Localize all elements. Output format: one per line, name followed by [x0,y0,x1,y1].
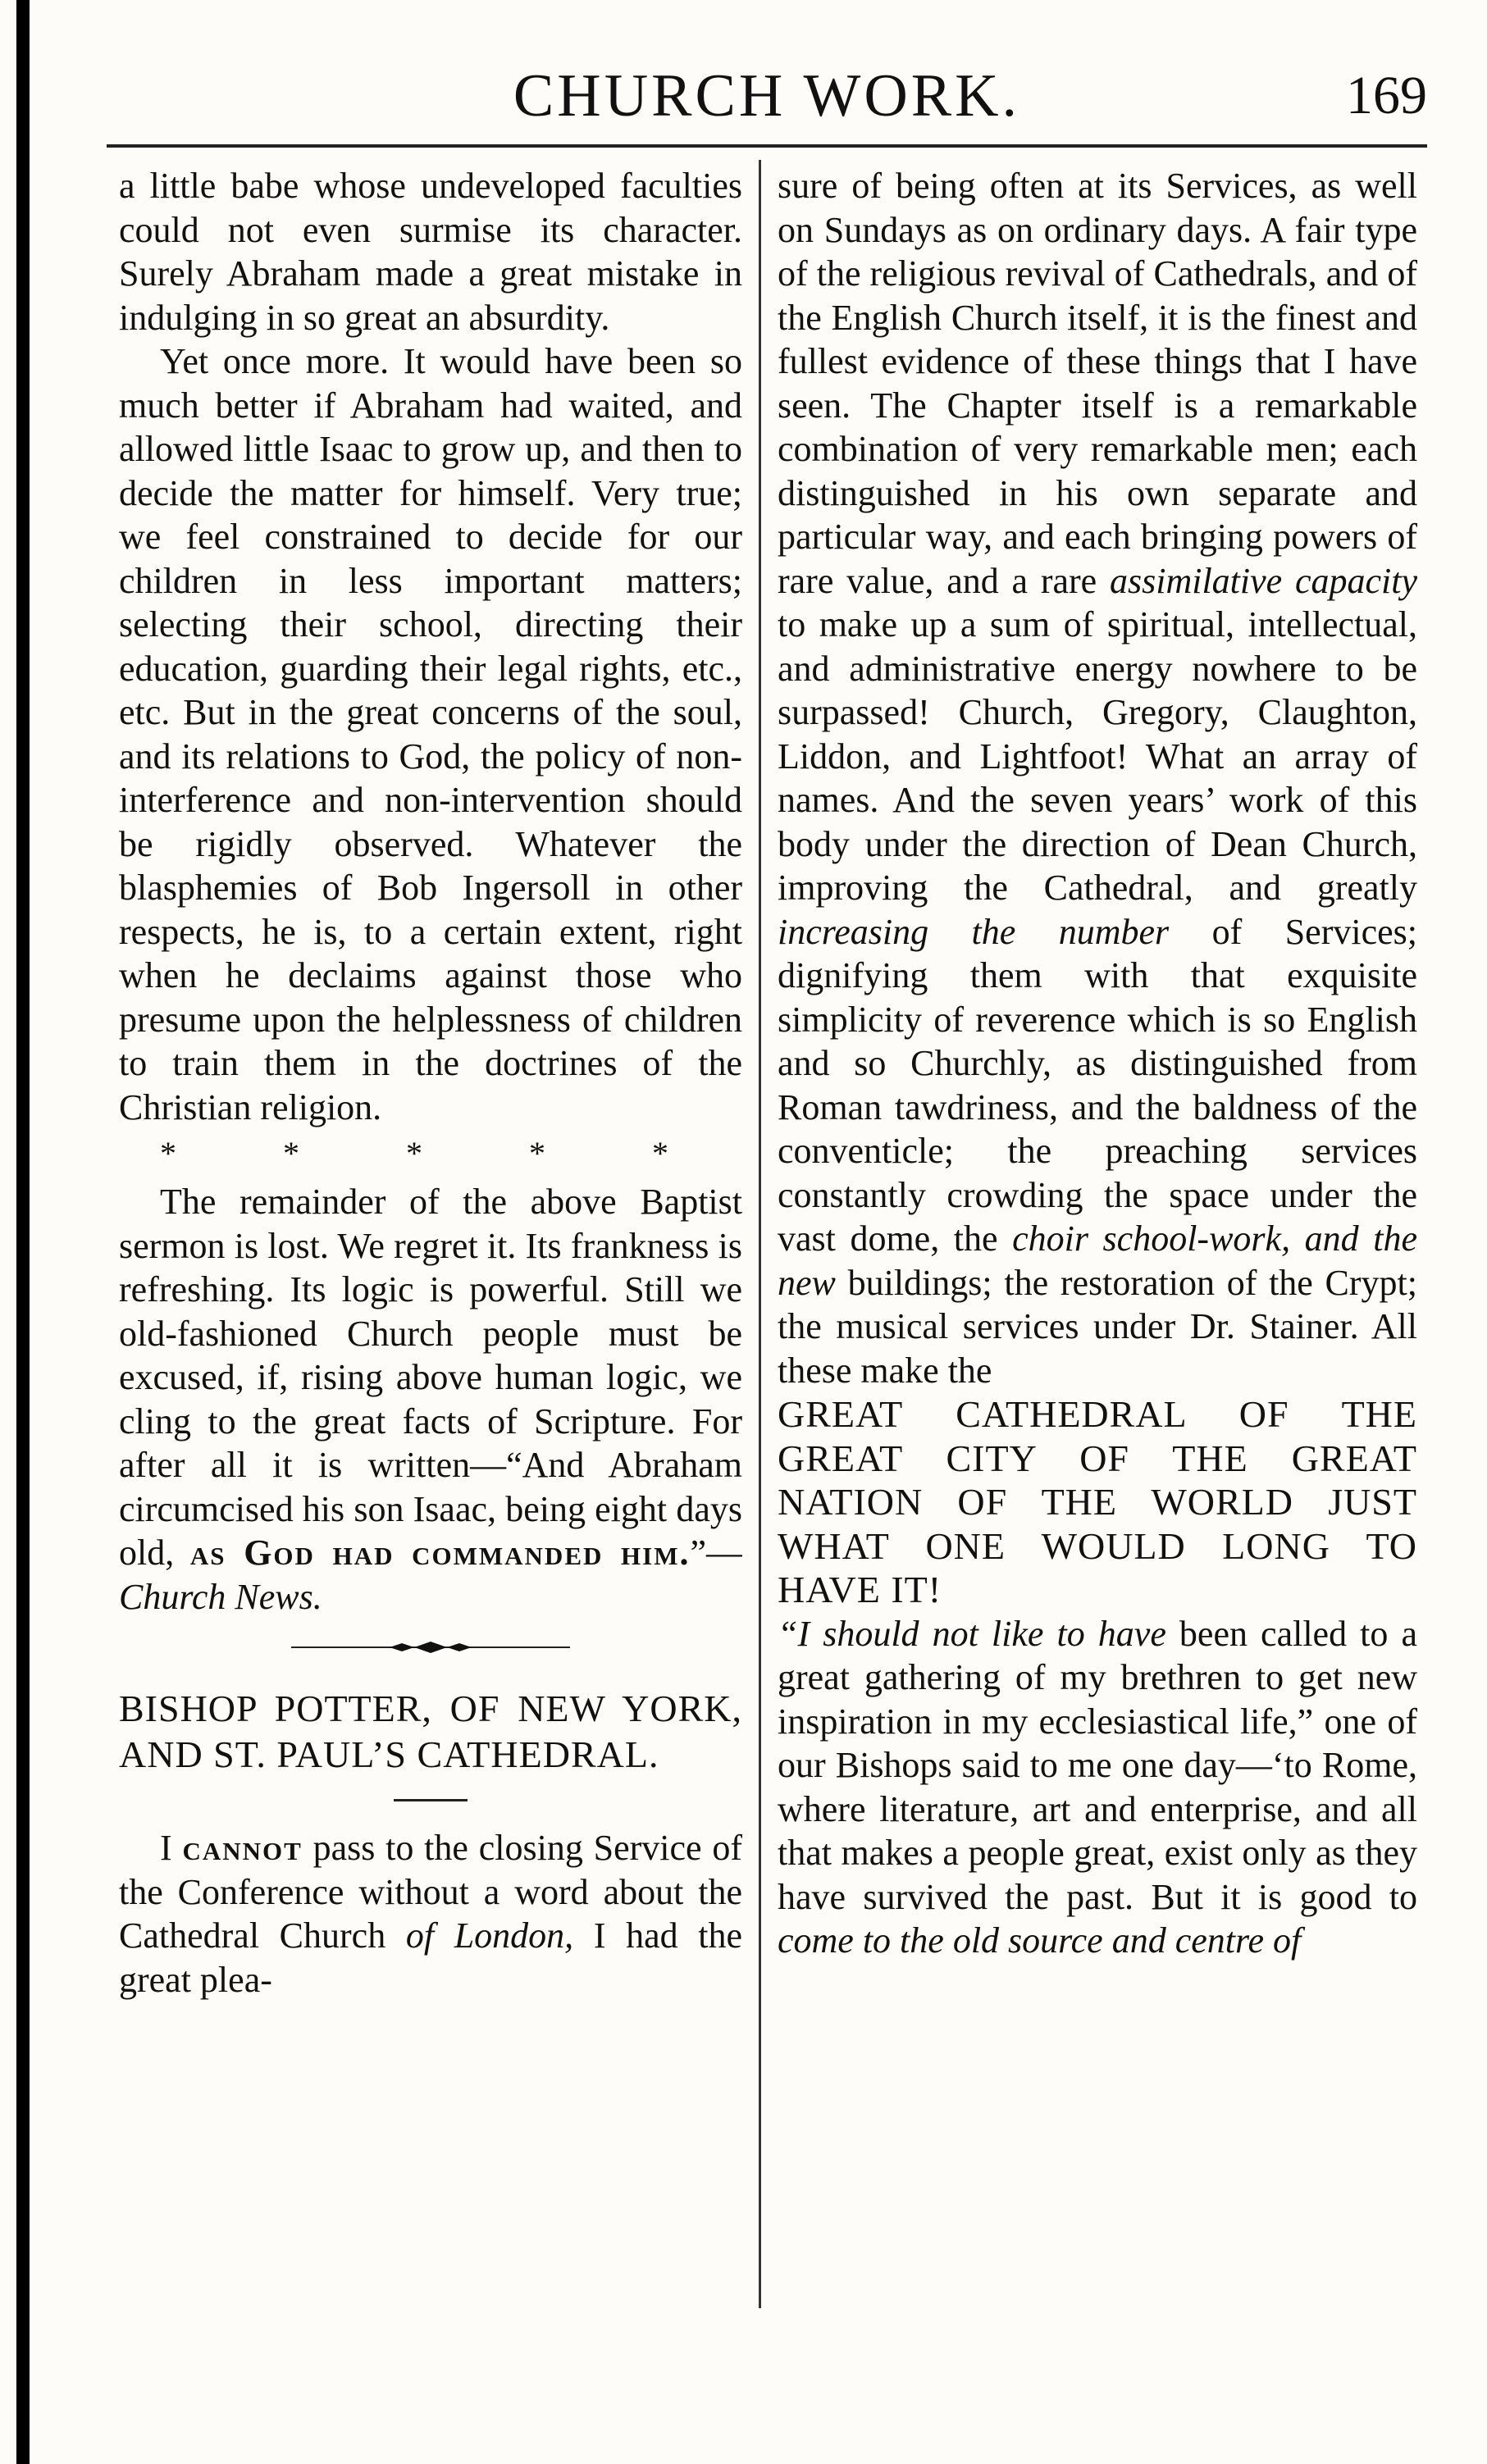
italic-text: assimilative capacity [1109,560,1417,601]
section-break-stars: * * * * * [160,1135,718,1172]
running-title: CHURCH WORK. [513,62,1021,130]
drop-initial: I [160,1828,172,1868]
ornament-divider-icon [291,1642,570,1653]
italic-text: of London, [405,1915,574,1956]
left-column [119,164,742,2304]
paragraph [119,1180,742,1619]
article-heading: BISHOP POTTER, OF NEW YORK, AND ST. PAUL’S CATHEDRAL. [119,1687,742,1775]
paragraph: Yet once more. It would have been so much better if Abraham had waited, and allowed little Isaac to grow up, and then to decide the matter for himself. Very true; we feel constrained to decide for our children in less important matters; selecting their school, directing their education, guarding their legal rights, etc., etc. But in the great concerns of the soul, and its relations to God, the policy of non-interference and non-intervention should be rigidly observed. Whatever the blasphemies of Bob Ingersoll in other respects, he is, to a certain extent, right when he declaims against those who presume upon the helplessness of children to train them in the doctrines of the Christian religion. [119,341,742,1127]
column-divider [759,160,761,2308]
italic-text: increasing the number [778,911,1170,952]
paragraph-text: sure of being often at its Services, as well on Sundays as on ordinary days. A fair type of the religious revival of Cathedrals, and of the English Church itself, it is the finest and fullest evidence of these things that I have seen. The Chapter itself is a remarkable combination of very remarkable men; each distinguished in his own separate and particular way, and each bringing powers of rare value, and a rare [778,166,1417,601]
paragraph-text: The remainder of the above Baptist sermon is lost. We regret it. Its frankness is refreshing. Its logic is powerful. Still we old-fashioned Church people must be excused, if, rising above human logic, we cling to the great facts of Scripture. For after all it is written—“And Abraham circumcised his son Isaac, being eight days old, [119,1182,742,1573]
paragraph [119,1826,742,2002]
page-edge-bar [16,0,30,2464]
paragraph-text: to make up a sum of spiritual, intellectual, and administrative energy nowhere to be surpassed! Church, Gregory, Claughton, Liddon, and Lightfoot! What an array of names. And the seven years’ work of this body under the direction of Dean Church, improving the Cathedral, and greatly [778,604,1417,908]
italic-text: “I should not like to have [778,1613,1166,1654]
paragraph-text: pass to the closing Service of the Conference without a word about the Cathedral Church [119,1828,742,1956]
paragraph-text: I had the great plea- [119,1915,742,2000]
page-header [107,61,1427,135]
page-number: 169 [1346,66,1427,125]
paragraph [778,164,1417,1392]
paragraph-text: buildings; the restoration of the Crypt; the musical services under Dr. Stainer. All these make the [778,1262,1417,1391]
small-caps-text: cannot [182,1828,303,1868]
source-citation: Church News. [119,1576,322,1617]
paragraph: a little babe whose undeveloped faculties could not even surmise its character. Surely Abraham made a great mistake in indulging in so great an absurdity. [119,166,742,338]
paragraph-text: of Services; dignifying them with that exquisite simplicity of reverence which is so English and so Churchly, as distinguished from Roman tawdriness, and the baldness of the conventicle; the preaching services constantly crowding the space under the vast dome, the [778,911,1417,1259]
small-caps-text: as God had commanded him. [189,1533,691,1573]
italic-text: choir school-work, and the new [778,1218,1417,1303]
closing-quote: ”— [690,1533,742,1573]
heading-rule [394,1799,468,1801]
italic-text: come to the old source and centre of [778,1920,1302,1961]
paragraph-text: been called to a great gathering of my brethren to get new inspiration in my ecclesiastical life,” one of our Bishops said to me one day—‘to Rome, where literature, art and enterprise, and all that makes a people great, exist only as they have survived the past. But it is good to [778,1613,1417,1917]
paragraph [778,1612,1417,1963]
right-column [778,164,1417,2304]
header-rule [107,144,1427,148]
emphasis-caps-block: GREAT CATHEDRAL OF THE GREAT CITY OF THE GREAT NATION OF THE WORLD JUST WHAT ONE WOULD LONG TO HAVE IT! [778,1393,1417,1610]
